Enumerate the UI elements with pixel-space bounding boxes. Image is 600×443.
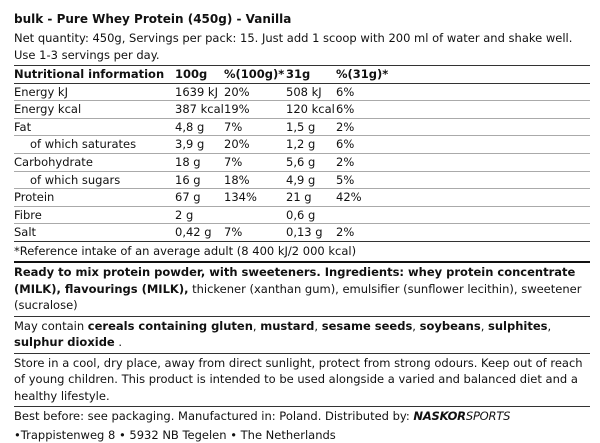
allergens-text: May contain cereals containing gluten, mustard, sesame seeds, soybeans, sulphites, sulphur dioxide . (14, 318, 552, 350)
pct-31g (336, 206, 396, 224)
value-100g: 67 g (175, 189, 224, 207)
pct-100g: 19% (224, 101, 286, 119)
pct-100g: 20% (224, 136, 286, 154)
header-31g: 31g (286, 66, 336, 83)
table-row (14, 118, 590, 136)
value-100g: 0,42 g (175, 224, 224, 242)
pct-31g: 2% (336, 224, 396, 242)
value-31g: 1,2 g (286, 136, 336, 154)
distributor-address: •Trappistenweg 8 • 5932 NB Tegelen • The Netherlands (14, 427, 336, 442)
reference-note: *Reference intake of an average adult (8 400 kJ/2 000 kcal) (14, 243, 357, 258)
allergen-item: mustard (260, 318, 315, 333)
pct-31g: 2% (336, 153, 396, 171)
value-31g: 21 g (286, 189, 336, 207)
pct-31g: 6% (336, 83, 396, 101)
table-row (14, 206, 590, 224)
footer-line (14, 407, 590, 427)
table-row (14, 83, 590, 101)
table-row (14, 189, 590, 207)
nutrient-name: of which sugars (14, 171, 175, 189)
value-31g: 120 kcal (286, 101, 336, 119)
allergens-suffix: . (114, 335, 123, 350)
value-100g: 2 g (175, 206, 224, 224)
table-row (14, 101, 590, 119)
header-pct-100g: %(100g)* (224, 66, 286, 83)
ingredients-text (14, 263, 590, 316)
allergen-item: sulphur dioxide (14, 335, 115, 350)
allergen-item: sulphites (488, 318, 548, 333)
nutrient-name: Energy kcal (14, 101, 175, 119)
pct-100g: 7% (224, 224, 286, 242)
header-nutrient: Nutritional information (14, 66, 175, 83)
nutrient-name: Carbohydrate (14, 153, 175, 171)
nutrient-name: of which saturates (14, 136, 175, 154)
value-31g: 4,9 g (286, 171, 336, 189)
value-100g: 18 g (175, 153, 224, 171)
nutrient-name: Fibre (14, 206, 175, 224)
pct-31g: 5% (336, 171, 396, 189)
ingredients-rest: thickener (xanthan gum), emulsifier (sunflower lecithin), sweetener (sucralose) (14, 281, 582, 313)
nutrient-name: Fat (14, 118, 175, 136)
nutrition-table (14, 66, 590, 242)
pct-100g: 7% (224, 118, 286, 136)
nutrient-name: Protein (14, 189, 175, 207)
value-100g: 1639 kJ (175, 83, 224, 101)
value-100g: 3,9 g (175, 136, 224, 154)
value-31g: 1,5 g (286, 118, 336, 136)
allergens-prefix: May contain (14, 318, 88, 333)
intro-text: Net quantity: 450g, Servings per pack: 15. Just add 1 scoop with 200 ml of water and shake well. Use 1-3 servings per day. (14, 31, 573, 62)
allergen-item: cereals containing gluten (87, 318, 253, 333)
footer-prefix: Best before: see packaging. Manufactured in: Poland. Distributed by: (14, 409, 414, 424)
table-body (14, 83, 590, 241)
table-row (14, 224, 590, 242)
product-title: bulk - Pure Whey Protein (450g) - Vanilla (14, 12, 292, 26)
allergen-item: soybeans (419, 318, 481, 333)
pct-100g (224, 206, 286, 224)
pct-31g: 6% (336, 136, 396, 154)
pct-31g: 6% (336, 101, 396, 119)
table-row (14, 171, 590, 189)
storage-text: Store in a cool, dry place, away from direct sunlight, protect from strong odours. Keep out of reach of young children. This product is intended to be used alongside a varied and balanced diet and a healthy lifestyle. (14, 355, 583, 403)
value-100g: 387 kcal (175, 101, 224, 119)
value-100g: 4,8 g (175, 118, 224, 136)
value-31g: 5,6 g (286, 153, 336, 171)
allergen-item: sesame seeds (321, 318, 413, 333)
pct-100g: 18% (224, 171, 286, 189)
header-100g: 100g (175, 66, 224, 83)
ingredients-lead: Ready to mix protein powder, with sweeteners. Ingredients: whey protein concentrate (MILK), flavourings (MILK), (14, 265, 576, 296)
pct-31g: 2% (336, 118, 396, 136)
pct-31g: 42% (336, 189, 396, 207)
table-row (14, 136, 590, 154)
nutrient-name: Salt (14, 224, 175, 242)
pct-100g: 20% (224, 83, 286, 101)
value-31g: 0,6 g (286, 206, 336, 224)
value-100g: 16 g (175, 171, 224, 189)
table-row (14, 153, 590, 171)
table-header-row (14, 66, 590, 83)
value-31g: 0,13 g (286, 224, 336, 242)
value-31g: 508 kJ (286, 83, 336, 101)
pct-100g: 7% (224, 153, 286, 171)
header-pct-31g: %(31g)* (336, 66, 396, 83)
nutrient-name: Energy kJ (14, 83, 175, 101)
distributor-logo: NASKORSPORTS (413, 409, 511, 424)
pct-100g: 134% (224, 189, 286, 207)
